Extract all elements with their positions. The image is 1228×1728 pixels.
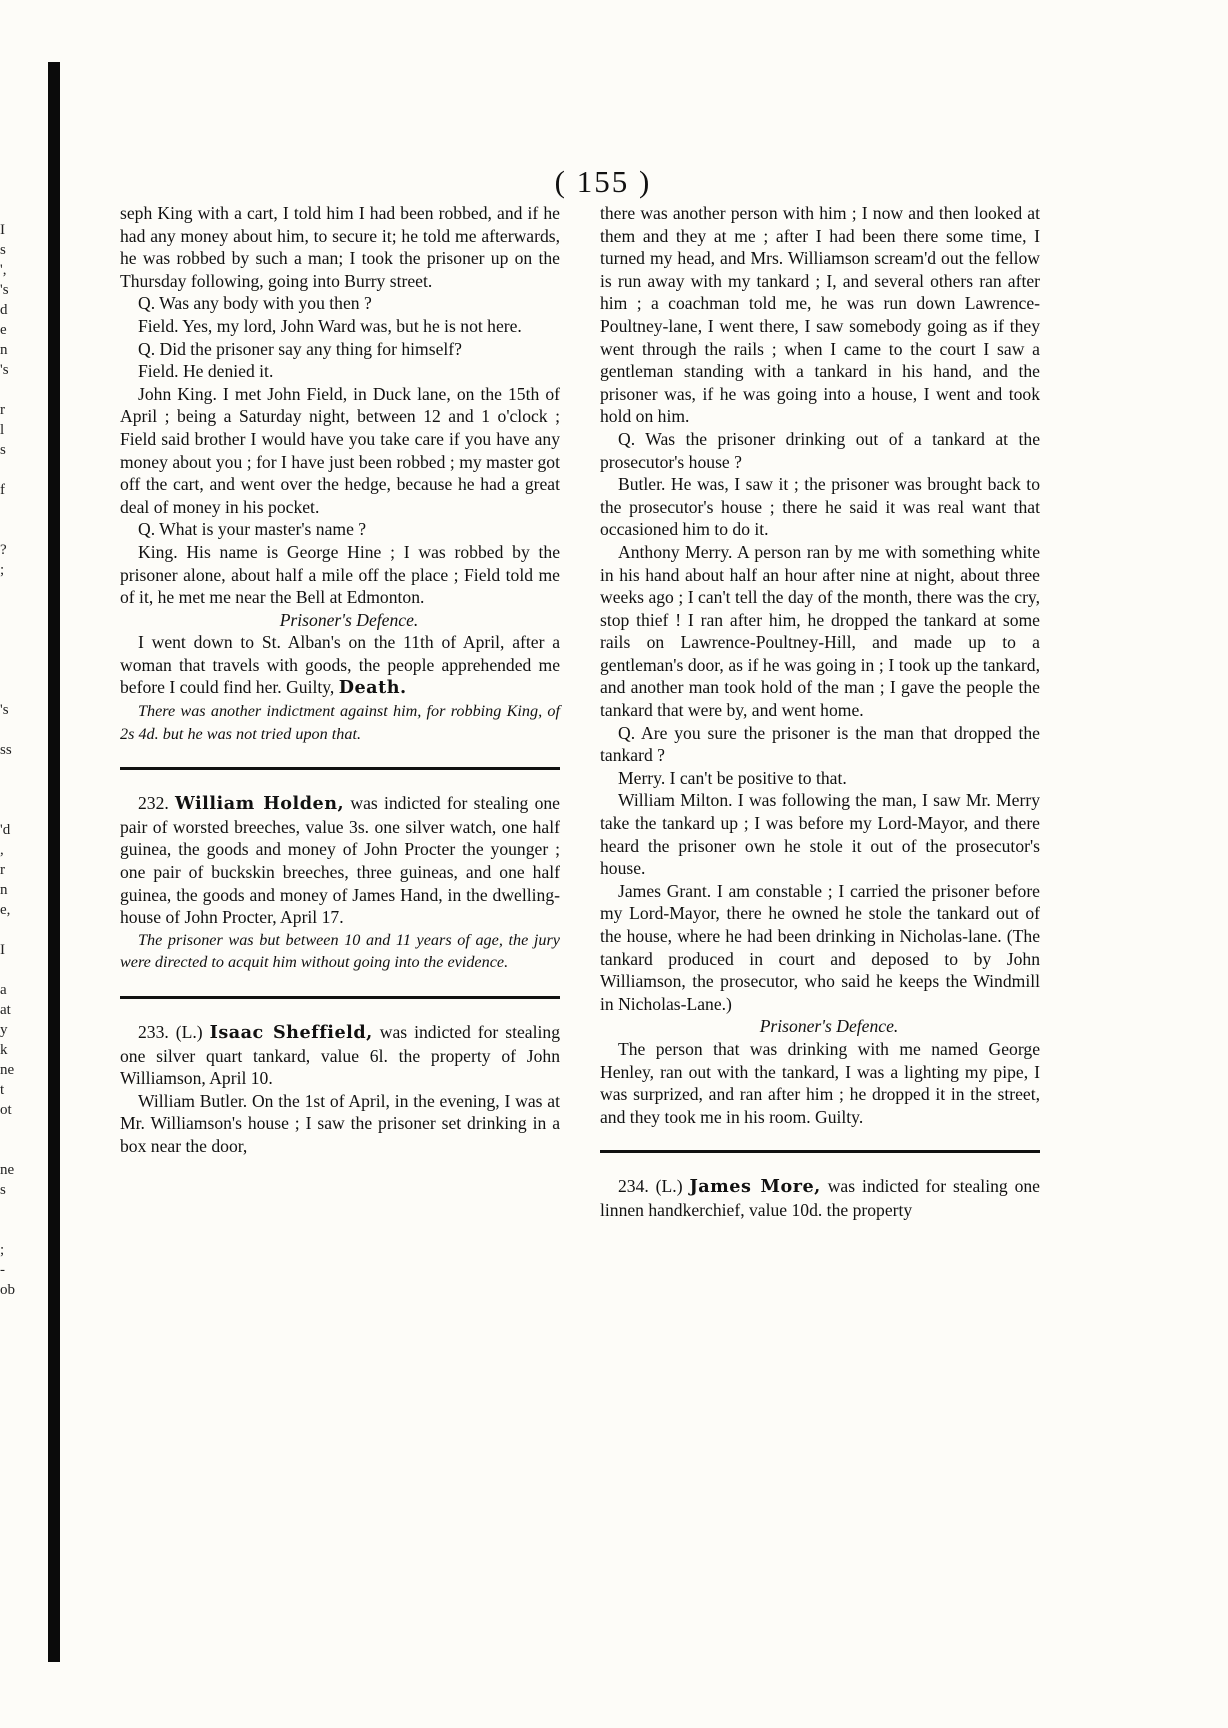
margin-fragment: ;	[0, 562, 5, 578]
margin-fragment: ,	[0, 842, 4, 858]
margin-fragment: I	[0, 942, 5, 958]
margin-fragment	[0, 680, 26, 700]
margin-fragment: 's	[0, 702, 9, 718]
paragraph: Q. Was the prisoner drinking out of a tankard at the prosecutor's house ?	[600, 428, 1040, 472]
page-number: ( 155 )	[554, 164, 652, 199]
section-heading: Prisoner's Defence.	[759, 1016, 899, 1037]
margin-fragment	[0, 600, 26, 620]
editorial-note: There was another indictment against him, for robbing King, of 2s 4d. but he was not tried upon that.	[120, 702, 560, 743]
margin-fragment: r	[0, 862, 5, 878]
margin-fragment: l	[0, 422, 5, 438]
margin-fragment	[0, 620, 26, 640]
paragraph: Q. What is your master's name ?	[138, 519, 367, 540]
margin-fragment: ?	[0, 542, 7, 558]
margin-fragment: s	[0, 1182, 6, 1198]
margin-fragment	[0, 460, 26, 480]
paragraph: Merry. I can't be positive to that.	[618, 767, 847, 788]
defendant-name: William Holden,	[175, 793, 345, 815]
margin-fragment: ne	[0, 1062, 15, 1078]
paragraph: William Butler. On the 1st of April, in the evening, I was at Mr. Williamson's house ; I saw the prisoner set drinking in a box near the door,	[120, 1090, 560, 1156]
margin-fragment	[0, 520, 26, 540]
margin-fragment: e,	[0, 902, 11, 918]
margin-fragment	[0, 780, 26, 800]
margin-fragment	[0, 1220, 26, 1240]
case-text: was indicted for stealing one pair of worsted breeches, value 3s. one silver watch, one half guinea, the goods and money of John Procter the younger ; one pair of buckskin breeches, three guineas, and one half guinea, the goods and money of James Hand, in the dwelling-house of John Procter, April 17.	[120, 793, 560, 928]
case-text: was indicted for stealing one linnen handkerchief, value 10d. the property	[600, 1176, 1040, 1220]
margin-fragment: ;	[0, 1242, 5, 1258]
margin-fragment: s	[0, 442, 6, 458]
right-column	[600, 202, 1040, 1222]
section-heading: Prisoner's Defence.	[279, 609, 419, 630]
case-text: was indicted for stealing one silver quart tankard, value 6l. the property of John Williamson, April 10.	[120, 1022, 560, 1089]
section-divider	[600, 1150, 1040, 1153]
paragraph: Q. Are you sure the prisoner is the man that dropped the tankard ?	[600, 722, 1040, 766]
margin-fragment	[0, 380, 26, 400]
case-entry	[600, 1175, 1040, 1221]
margin-fragment	[0, 720, 26, 740]
margin-fragment	[0, 920, 26, 940]
paragraph: there was another person with him ; I now and then looked at them and they at me ; after I had been there some time, I turned my head, and Mrs. Williamson scream'd out the fellow is run away with my tankard ; I, and several others ran after him ; a coachman told me, he was run down Lawrence-Poultney-lane, I went there, I saw somebody going as if they went through the rails ; when I came to the court I saw a gentleman standing with a tankard in his hand, and the prisoner was, if he was going into a house, I went and took hold on him.	[600, 203, 1040, 427]
editorial-note: The prisoner was but between 10 and 11 years of age, the jury were directed to acquit him without going into the evidence.	[120, 930, 560, 972]
paragraph: Q. Did the prisoner say any thing for himself?	[138, 338, 462, 359]
defendant-name: James More,	[689, 1176, 821, 1198]
margin-fragment	[0, 960, 26, 980]
margin-fragment: ',	[0, 262, 7, 278]
margin-fragment: s	[0, 242, 6, 258]
defendant-name: Isaac Sheffield,	[209, 1022, 373, 1043]
margin-fragment	[0, 640, 26, 660]
margin-fragment: y	[0, 1022, 8, 1038]
margin-fragment: ss	[0, 742, 12, 758]
margin-fragment: ot	[0, 1102, 12, 1118]
margin-fragment: r	[0, 402, 5, 418]
paragraph: Anthony Merry. A person ran by me with something white in his hand about half an hour after nine at night, about three weeks ago ; I can't tell the day of the month, there was the cry, stop thief ! I ran after him, he dropped the tankard at some rails on Lawrence-Poultney-Hill, and made up to a gentleman's door, as if he was going in ; I took up the tankard, and another man took hold of the man ; I gave the people the tankard that were by, and went home.	[600, 541, 1040, 721]
left-margin-fragments	[0, 220, 26, 1300]
paragraph: Field. He denied it.	[138, 361, 274, 382]
case-number: 234. (L.)	[618, 1176, 683, 1197]
paragraph: Field. Yes, my lord, John Ward was, but he is not here.	[138, 315, 522, 336]
case-number: 233. (L.)	[138, 1022, 203, 1042]
paragraph: Q. Was any body with you then ?	[138, 293, 372, 314]
left-column	[120, 202, 560, 1158]
margin-fragment: ne	[0, 1162, 15, 1178]
paragraph: Butler. He was, I saw it ; the prisoner was brought back to the prosecutor's house ; there he said it was real want that occasioned him to do it.	[600, 474, 1040, 540]
margin-fragment	[0, 1120, 26, 1140]
margin-fragment: at	[0, 1002, 11, 1018]
paragraph	[120, 631, 560, 700]
paragraph: seph King with a cart, I told him I had been robbed, and if he had any money about him, to secure it; he told me afterwards, he was robbed by such a man; I took the prisoner up on the Thursday following, going into Burry street.	[120, 203, 560, 291]
margin-fragment	[0, 800, 26, 820]
margin-fragment: n	[0, 342, 8, 358]
defence-text: I went down to St. Alban's on the 11th of April, after a woman that travels with goods, the people apprehended me before I could find her. Guilty,	[120, 632, 560, 698]
margin-fragment: I	[0, 222, 5, 238]
margin-fragment: f	[0, 482, 5, 498]
margin-fragment: 's	[0, 362, 9, 378]
case-entry	[120, 792, 560, 929]
margin-fragment: ob	[0, 1282, 15, 1298]
margin-fragment	[0, 1200, 26, 1220]
case-entry	[120, 1021, 560, 1090]
margin-fragment: t	[0, 1082, 5, 1098]
margin-fragment: n	[0, 882, 8, 898]
paragraph: William Milton. I was following the man, I saw Mr. Merry take the tankard up ; I was before my Lord-Mayor, and there heard the prisoner own he stole it out of the prosecutor's house.	[600, 790, 1040, 879]
margin-fragment: -	[0, 1262, 5, 1278]
paragraph: The person that was drinking with me named George Henley, ran out with the tankard, I was a lighting my pipe, I was surprized, and ran after him ; he dropped it in the street, and they took me in his room. Guilty.	[600, 1038, 1040, 1127]
margin-fragment: a	[0, 982, 7, 998]
margin-fragment	[0, 660, 26, 680]
margin-fragment: 's	[0, 282, 9, 298]
page-edge-shadow	[48, 62, 60, 1662]
margin-fragment: e	[0, 322, 7, 338]
margin-fragment	[0, 1140, 26, 1160]
margin-fragment: d	[0, 302, 8, 318]
margin-fragment	[0, 760, 26, 780]
margin-fragment	[0, 500, 26, 520]
section-divider	[120, 996, 560, 999]
verdict: Death.	[338, 677, 407, 699]
margin-fragment: k	[0, 1042, 8, 1058]
paragraph: King. His name is George Hine ; I was robbed by the prisoner alone, about half a mile off the place ; Field told me of it, he met me near the Bell at Edmonton.	[120, 541, 560, 608]
margin-fragment	[0, 580, 26, 600]
case-number: 232.	[138, 793, 169, 814]
margin-fragment: 'd	[0, 822, 11, 838]
paragraph: John King. I met John Field, in Duck lane, on the 15th of April ; being a Saturday night, between 12 and 1 o'clock ; Field said brother I would have you take care if you have any money about you ; for I have just been robbed ; my master got off the cart, and went over the hedge, because he had a great deal of money in his pocket.	[120, 383, 560, 517]
section-divider	[120, 767, 560, 770]
paragraph: James Grant. I am constable ; I carried the prisoner before my Lord-Mayor, there he owned he stole the tankard out of the house, where he had been drinking in Nicholas-lane. (The tankard produced in court and deposed to by John Williamson, the prosecutor, who said he keeps the Windmill in Nicholas-Lane.)	[600, 880, 1040, 1014]
